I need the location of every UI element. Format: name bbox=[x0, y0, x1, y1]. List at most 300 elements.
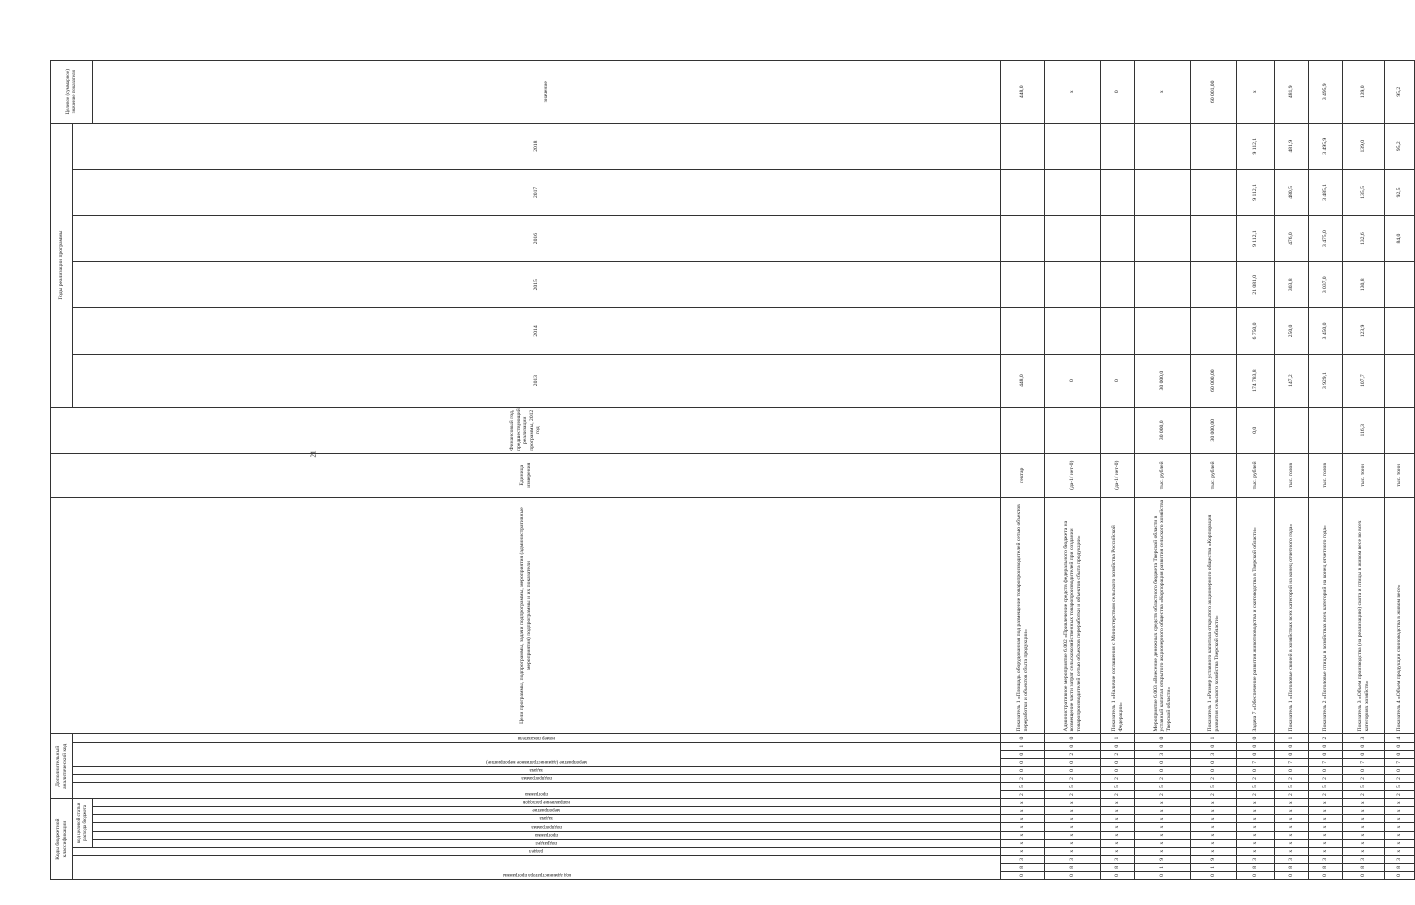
table-row bbox=[1309, 61, 1343, 880]
code-cell: 5 bbox=[1101, 783, 1135, 791]
code-cell: х bbox=[1309, 823, 1343, 831]
code-cell: 0 bbox=[1045, 758, 1101, 766]
year-value-cell: 84,0 bbox=[1385, 216, 1415, 262]
code-cell: х bbox=[1275, 839, 1309, 847]
code-cell: х bbox=[1275, 831, 1309, 839]
code-cell: 7 bbox=[1385, 758, 1415, 766]
code-cell: 2 bbox=[1045, 750, 1101, 758]
code-cell: х bbox=[1001, 799, 1045, 807]
goal-text-cell: Показатель 1 «Поголовье свиней в хозяйствах всех категорий на конец отчетного года» bbox=[1275, 497, 1309, 734]
year-value-cell: 476,0 bbox=[1275, 216, 1309, 262]
code-cell: х bbox=[1191, 823, 1237, 831]
classification-group-header: Коды бюджетной классификации bbox=[51, 799, 73, 880]
year-value-cell: 3 485,1 bbox=[1309, 169, 1343, 215]
year-value-cell bbox=[1191, 123, 1237, 169]
year-header-2015: 2015 bbox=[73, 262, 1001, 308]
code-cell: 5 bbox=[1385, 783, 1415, 791]
year-value-cell: 3 450,0 bbox=[1309, 308, 1343, 354]
code-cell: 0 bbox=[1343, 871, 1385, 879]
code-cell: 0 bbox=[1237, 734, 1275, 742]
subsection-header: подраздел bbox=[535, 839, 558, 845]
code-cell: х bbox=[1275, 847, 1309, 855]
year-value-cell: 6 750,0 bbox=[1237, 308, 1275, 354]
code-cell: х bbox=[1385, 839, 1415, 847]
page-number: 21 bbox=[309, 450, 318, 458]
target-value-cell: 60 001,00 bbox=[1191, 61, 1237, 124]
year-value-cell: 448,0 bbox=[1001, 354, 1045, 407]
unit-cell: тыс. рублей bbox=[1237, 453, 1275, 497]
code-cell: х bbox=[1343, 799, 1385, 807]
code-cell: 1 bbox=[1135, 863, 1191, 871]
code-cell: 3 bbox=[1101, 855, 1135, 863]
code-cell: 0 bbox=[1343, 750, 1385, 758]
code-cell: х bbox=[1237, 823, 1275, 831]
code-cell: 2 bbox=[1275, 791, 1309, 799]
code-cell: 3 bbox=[1135, 750, 1191, 758]
section-header: раздел bbox=[529, 847, 544, 853]
code-cell: 8 bbox=[1309, 863, 1343, 871]
year-value-cell bbox=[1191, 262, 1237, 308]
code-cell: 5 bbox=[1045, 783, 1101, 791]
code-cell: 2 bbox=[1343, 774, 1385, 782]
code-cell: 2 bbox=[1237, 791, 1275, 799]
code-cell: 0 bbox=[1309, 742, 1343, 750]
year-header-2017: 2017 bbox=[73, 169, 1001, 215]
year-value-cell bbox=[1191, 308, 1237, 354]
unit-cell: тыс. рублей bbox=[1135, 453, 1191, 497]
code-cell: х bbox=[1001, 847, 1045, 855]
code-cell: х bbox=[1045, 847, 1101, 855]
goal-text-cell: Задача 7 «Обеспечение развития животноводства и скотоводства в Тверской области» bbox=[1237, 497, 1275, 734]
base-year-cell bbox=[1101, 407, 1135, 453]
code-cell: 5 bbox=[1191, 783, 1237, 791]
admin-code-header: код администратора программы bbox=[502, 872, 571, 877]
table-row bbox=[1237, 61, 1275, 880]
code-cell: 0 bbox=[1191, 871, 1237, 879]
task-header: задача bbox=[539, 815, 554, 821]
year-value-cell bbox=[1101, 169, 1135, 215]
code-cell: х bbox=[1135, 815, 1191, 823]
subprogram-header: подпрограмма bbox=[531, 823, 562, 829]
code-cell: 0 bbox=[1343, 742, 1385, 750]
code-cell: х bbox=[1309, 799, 1343, 807]
code-cell: 9 bbox=[1191, 855, 1237, 863]
an-subprogram-header: подпрограмма bbox=[521, 775, 552, 781]
code-cell: 0 bbox=[1275, 766, 1309, 774]
an-program-header: программа bbox=[525, 791, 548, 797]
goal-text-cell: Показатель 1 «Площадь оборудованная под размещение товаропроизводителей сетью объектов переработки и объектов сбыта продукции» bbox=[1001, 497, 1045, 734]
code-cell: 1 bbox=[1191, 863, 1237, 871]
code-cell: х bbox=[1045, 807, 1101, 815]
year-value-cell: 9 112,1 bbox=[1237, 216, 1275, 262]
code-cell: 0 bbox=[1045, 734, 1101, 742]
year-value-cell bbox=[1001, 123, 1045, 169]
code-cell: 2 bbox=[1309, 791, 1343, 799]
code-cell: 3 bbox=[1275, 855, 1309, 863]
code-cell: 2 bbox=[1309, 734, 1343, 742]
program-header: программа bbox=[535, 831, 558, 837]
base-year-cell: 116,3 bbox=[1343, 407, 1385, 453]
base-year-cell bbox=[1045, 407, 1101, 453]
code-cell: х bbox=[1191, 831, 1237, 839]
year-value-cell: 480,5 bbox=[1275, 169, 1309, 215]
code-cell: 2 bbox=[1309, 774, 1343, 782]
code-cell: 0 bbox=[1135, 742, 1191, 750]
base-year-cell: 30 000,00 bbox=[1191, 407, 1237, 453]
code-cell: 7 bbox=[1237, 758, 1275, 766]
target-value-cell: х bbox=[1237, 61, 1275, 124]
code-cell: 2 bbox=[1001, 774, 1045, 782]
year-value-cell: 303,8 bbox=[1275, 262, 1309, 308]
code-cell: х bbox=[1237, 831, 1275, 839]
code-cell: 0 bbox=[1275, 742, 1309, 750]
code-cell: х bbox=[1001, 823, 1045, 831]
year-value-cell bbox=[1191, 216, 1237, 262]
analytic-group-header: Дополнительный аналитический код bbox=[51, 734, 73, 799]
program-table-body bbox=[1001, 61, 1415, 880]
code-cell: х bbox=[1275, 807, 1309, 815]
code-cell: 0 bbox=[1237, 871, 1275, 879]
year-value-cell: 3 495,9 bbox=[1309, 123, 1343, 169]
year-value-cell bbox=[1045, 169, 1101, 215]
unit-column-header: Единица измерения bbox=[51, 453, 1001, 497]
code-cell: 0 bbox=[1001, 734, 1045, 742]
an-measure-header: мероприятие (административное мероприятие) bbox=[486, 758, 587, 764]
code-cell: 2 bbox=[1275, 774, 1309, 782]
code-cell: х bbox=[1309, 807, 1343, 815]
base-year-cell: 0,0 bbox=[1237, 407, 1275, 453]
code-cell: 2 bbox=[1001, 791, 1045, 799]
code-cell: х bbox=[1191, 807, 1237, 815]
code-cell: х bbox=[1343, 831, 1385, 839]
code-cell: 1 bbox=[1191, 734, 1237, 742]
code-cell: 8 bbox=[1343, 863, 1385, 871]
code-cell: х bbox=[1385, 831, 1415, 839]
code-cell: х bbox=[1001, 831, 1045, 839]
table-row bbox=[1191, 61, 1237, 880]
code-cell: х bbox=[1309, 847, 1343, 855]
code-cell: 0 bbox=[1001, 871, 1045, 879]
unit-cell: (да-1/ нет-0) bbox=[1045, 453, 1101, 497]
table-row bbox=[1101, 61, 1135, 880]
code-cell: 0 bbox=[1385, 750, 1415, 758]
code-cell: х bbox=[1135, 823, 1191, 831]
code-cell: 0 bbox=[1135, 734, 1191, 742]
code-cell: 4 bbox=[1385, 734, 1415, 742]
year-value-cell: 123,9 bbox=[1343, 308, 1385, 354]
year-value-cell: 135,5 bbox=[1343, 169, 1385, 215]
code-cell: 5 bbox=[1275, 783, 1309, 791]
code-cell: 0 bbox=[1001, 758, 1045, 766]
target-value-cell: 3 495,9 bbox=[1309, 61, 1343, 124]
code-cell: 1 bbox=[1001, 742, 1045, 750]
code-cell: 3 bbox=[1385, 855, 1415, 863]
year-value-cell bbox=[1135, 262, 1191, 308]
code-cell: 2 bbox=[1385, 791, 1415, 799]
table-row bbox=[1275, 61, 1309, 880]
code-cell: 5 bbox=[1001, 783, 1045, 791]
year-value-cell bbox=[1191, 169, 1237, 215]
code-cell: х bbox=[1135, 839, 1191, 847]
unit-cell: гектар bbox=[1001, 453, 1045, 497]
code-cell: х bbox=[1101, 807, 1135, 815]
code-cell: 8 bbox=[1001, 863, 1045, 871]
goal-text-cell: Показатель 1 «Размер уставного капитала открытого акционерного общества «Корпорация развития сельского хозяйства Тверской области» bbox=[1191, 497, 1237, 734]
year-value-cell: 95,2 bbox=[1385, 123, 1415, 169]
code-cell: 5 bbox=[1309, 783, 1343, 791]
code-cell: 0 bbox=[1135, 758, 1191, 766]
year-value-cell: 147,2 bbox=[1275, 354, 1309, 407]
code-cell: 0 bbox=[1343, 766, 1385, 774]
code-cell: 0 bbox=[1191, 742, 1237, 750]
years-group-header: Годы реализации программы bbox=[51, 123, 73, 407]
year-value-cell bbox=[1101, 216, 1135, 262]
code-cell: х bbox=[1385, 799, 1415, 807]
code-cell: 0 bbox=[1135, 766, 1191, 774]
year-value-cell: 3 037,0 bbox=[1309, 262, 1343, 308]
unit-cell: тыс. тонн bbox=[1385, 453, 1415, 497]
year-value-cell: 174 783,8 bbox=[1237, 354, 1275, 407]
code-cell: х bbox=[1343, 815, 1385, 823]
code-cell: 2 bbox=[1343, 791, 1385, 799]
code-cell: 3 bbox=[1191, 750, 1237, 758]
an-task-header: задача bbox=[529, 766, 544, 772]
code-cell: 7 bbox=[1309, 758, 1343, 766]
year-value-cell bbox=[1001, 262, 1045, 308]
code-cell: 2 bbox=[1045, 791, 1101, 799]
code-cell: 5 bbox=[1135, 783, 1191, 791]
code-cell: х bbox=[1385, 823, 1415, 831]
target-value-cell: 448,0 bbox=[1001, 61, 1045, 124]
code-cell: х bbox=[1385, 847, 1415, 855]
code-cell: х bbox=[1237, 799, 1275, 807]
code-cell: 0 bbox=[1001, 766, 1045, 774]
goal-text-cell: Мероприятие 6.003 «Внесение денежных средств областного бюджета Тверской области в уставный капитал открытого акционерного общества «Корпорация развития сельского хозяйства Тверской области» bbox=[1135, 497, 1191, 734]
code-cell: х bbox=[1001, 839, 1045, 847]
code-cell: 0 bbox=[1237, 750, 1275, 758]
year-value-cell: 139,0 bbox=[1343, 123, 1385, 169]
code-cell: 8 bbox=[1101, 863, 1135, 871]
code-cell: х bbox=[1343, 839, 1385, 847]
code-cell: 2 bbox=[1101, 750, 1135, 758]
code-cell: х bbox=[1045, 823, 1101, 831]
year-value-cell bbox=[1385, 354, 1415, 407]
table-row bbox=[1343, 61, 1385, 880]
year-header-2013: 2013 bbox=[73, 354, 1001, 407]
year-value-cell bbox=[1385, 308, 1415, 354]
code-cell: 9 bbox=[1135, 855, 1191, 863]
code-cell: 0 bbox=[1191, 766, 1237, 774]
base-year-cell: 30 000,0 bbox=[1135, 407, 1191, 453]
year-value-cell bbox=[1101, 262, 1135, 308]
base-year-cell bbox=[1001, 407, 1045, 453]
year-value-cell bbox=[1001, 169, 1045, 215]
code-cell: х bbox=[1101, 823, 1135, 831]
code-cell: 0 bbox=[1275, 871, 1309, 879]
code-cell: 7 bbox=[1343, 758, 1385, 766]
measure-header: мероприятие bbox=[532, 807, 561, 813]
code-cell: х bbox=[1237, 807, 1275, 815]
code-cell: 1 bbox=[1101, 734, 1135, 742]
year-value-cell bbox=[1001, 308, 1045, 354]
code-cell: 2 bbox=[1135, 774, 1191, 782]
code-cell: 1 bbox=[1275, 734, 1309, 742]
code-cell: 3 bbox=[1343, 855, 1385, 863]
table-row bbox=[1135, 61, 1191, 880]
code-cell: 2 bbox=[1191, 774, 1237, 782]
year-header-2016: 2016 bbox=[73, 216, 1001, 262]
code-cell: 0 bbox=[1237, 742, 1275, 750]
table-row bbox=[1001, 61, 1045, 880]
year-value-cell bbox=[1101, 123, 1135, 169]
year-value-cell: 250,0 bbox=[1275, 308, 1309, 354]
code-cell: х bbox=[1237, 839, 1275, 847]
code-cell: 0 bbox=[1101, 742, 1135, 750]
code-cell: 0 bbox=[1309, 871, 1343, 879]
code-cell: 3 bbox=[1045, 855, 1101, 863]
program-table bbox=[50, 60, 1415, 880]
year-header-2018: 2018 bbox=[73, 123, 1001, 169]
year-value-cell bbox=[1045, 262, 1101, 308]
code-cell: 2 bbox=[1101, 791, 1135, 799]
code-cell: х bbox=[1101, 799, 1135, 807]
code-cell: х bbox=[1045, 799, 1101, 807]
year-value-cell bbox=[1045, 216, 1101, 262]
code-cell: 2 bbox=[1101, 774, 1135, 782]
code-cell: 3 bbox=[1237, 855, 1275, 863]
unit-cell: тыс. голов bbox=[1275, 453, 1309, 497]
expense-direction-header: направление расходов bbox=[523, 799, 570, 805]
code-cell: х bbox=[1275, 799, 1309, 807]
year-value-cell bbox=[1135, 169, 1191, 215]
code-cell: 8 bbox=[1385, 863, 1415, 871]
goal-text-cell: Показатель 4 «Объем продукции свиноводства в живом весе» bbox=[1385, 497, 1415, 734]
year-value-cell bbox=[1101, 308, 1135, 354]
goal-text-cell: Показатель 2 «Поголовье птицы в хозяйствах всех категорий на конец отчетного года» bbox=[1309, 497, 1343, 734]
code-cell: х bbox=[1135, 831, 1191, 839]
code-cell: 0 bbox=[1385, 742, 1415, 750]
target-group-header: Целевое (суммарное) значение показателя bbox=[51, 61, 93, 124]
code-cell: 0 bbox=[1101, 871, 1135, 879]
year-value-cell bbox=[1045, 308, 1101, 354]
year-value-cell bbox=[1045, 123, 1101, 169]
year-value-cell: 481,9 bbox=[1275, 123, 1309, 169]
code-cell: х bbox=[1237, 847, 1275, 855]
year-value-cell bbox=[1135, 308, 1191, 354]
base-year-cell bbox=[1309, 407, 1343, 453]
target-article-header: код целевой статьи расхода бюджета bbox=[73, 799, 93, 848]
code-cell: 5 bbox=[1343, 783, 1385, 791]
code-cell: х bbox=[1191, 799, 1237, 807]
code-cell: х bbox=[1237, 815, 1275, 823]
year-value-cell: 3 475,0 bbox=[1309, 216, 1343, 262]
code-cell: 2 bbox=[1385, 774, 1415, 782]
code-cell: 0 bbox=[1385, 766, 1415, 774]
code-cell: х bbox=[1001, 815, 1045, 823]
code-cell: х bbox=[1343, 847, 1385, 855]
base-year-cell bbox=[1275, 407, 1309, 453]
code-cell: х bbox=[1001, 807, 1045, 815]
code-cell: 8 bbox=[1275, 863, 1309, 871]
code-cell: х bbox=[1309, 815, 1343, 823]
unit-cell: тыс. тонн bbox=[1343, 453, 1385, 497]
year-value-cell: 30 000,0 bbox=[1135, 354, 1191, 407]
code-cell: х bbox=[1191, 839, 1237, 847]
code-cell: 0 bbox=[1135, 871, 1191, 879]
goal-text-cell: Показатель 3 «Объем производства (на реализацию) скота и птицы в живом весе во всех категориях хозяйств» bbox=[1343, 497, 1385, 734]
code-cell: х bbox=[1191, 847, 1237, 855]
code-cell: х bbox=[1045, 839, 1101, 847]
year-value-cell: 9 112,1 bbox=[1237, 123, 1275, 169]
target-value-cell: х bbox=[1045, 61, 1101, 124]
code-cell: 7 bbox=[1275, 758, 1309, 766]
code-cell: 0 bbox=[1101, 766, 1135, 774]
code-cell: х bbox=[1135, 799, 1191, 807]
code-cell: 2 bbox=[1135, 791, 1191, 799]
year-value-cell: 0 bbox=[1045, 354, 1101, 407]
code-cell: х bbox=[1101, 815, 1135, 823]
year-value-cell: 3 929,1 bbox=[1309, 354, 1343, 407]
value-header: значение bbox=[93, 61, 1001, 124]
code-cell: х bbox=[1385, 815, 1415, 823]
code-cell: 3 bbox=[1001, 855, 1045, 863]
year-value-cell bbox=[1001, 216, 1045, 262]
an-indicator-header: номер показателя bbox=[517, 734, 556, 740]
table-row bbox=[1045, 61, 1101, 880]
unit-cell: (да-1/ нет-0) bbox=[1101, 453, 1135, 497]
code-cell: 2 bbox=[1191, 791, 1237, 799]
program-table-sheet bbox=[50, 60, 1403, 880]
code-cell: 8 bbox=[1237, 863, 1275, 871]
year-value-cell: 0 bbox=[1101, 354, 1135, 407]
code-cell: х bbox=[1191, 815, 1237, 823]
target-value-cell: 481,9 bbox=[1275, 61, 1309, 124]
code-cell: 5 bbox=[1237, 783, 1275, 791]
target-value-cell: 0 bbox=[1101, 61, 1135, 124]
code-cell: 3 bbox=[1309, 855, 1343, 863]
code-cell: 3 bbox=[1343, 734, 1385, 742]
base-year-column-header: Финансовый год, предшествующий реализации программы, 2012 год bbox=[51, 407, 1001, 453]
goal-column-header: Цели программы, подпрограммы, задачи подпрограммы, мероприятия (административные мероприятия) подпрограммы и их показатели bbox=[51, 497, 1001, 734]
goal-text-cell: Показатель 1 «Наличие соглашения с Министерством сельского хозяйства Российской Федерации» bbox=[1101, 497, 1135, 734]
code-cell: 0 bbox=[1275, 750, 1309, 758]
code-cell: х bbox=[1275, 823, 1309, 831]
year-value-cell: 21 081,0 bbox=[1237, 262, 1275, 308]
code-cell: х bbox=[1101, 847, 1135, 855]
code-cell: х bbox=[1045, 831, 1101, 839]
unit-cell: тыс. голов bbox=[1309, 453, 1343, 497]
code-cell: 0 bbox=[1309, 750, 1343, 758]
target-value-cell: х bbox=[1135, 61, 1191, 124]
target-value-cell: 95,2 bbox=[1385, 61, 1415, 124]
year-header-2014: 2014 bbox=[73, 308, 1001, 354]
year-value-cell: 92,5 bbox=[1385, 169, 1415, 215]
code-cell: 0 bbox=[1045, 766, 1101, 774]
code-cell: х bbox=[1309, 839, 1343, 847]
code-cell: 0 bbox=[1237, 766, 1275, 774]
code-cell: х bbox=[1101, 831, 1135, 839]
code-cell: х bbox=[1135, 807, 1191, 815]
code-cell: х bbox=[1343, 823, 1385, 831]
code-cell: 0 bbox=[1001, 750, 1045, 758]
code-cell: 0 bbox=[1191, 758, 1237, 766]
year-value-cell: 60 000,00 bbox=[1191, 354, 1237, 407]
code-cell: 8 bbox=[1045, 863, 1101, 871]
code-cell: х bbox=[1343, 807, 1385, 815]
code-cell: х bbox=[1135, 847, 1191, 855]
year-value-cell: 132,6 bbox=[1343, 216, 1385, 262]
code-cell: 0 bbox=[1309, 766, 1343, 774]
